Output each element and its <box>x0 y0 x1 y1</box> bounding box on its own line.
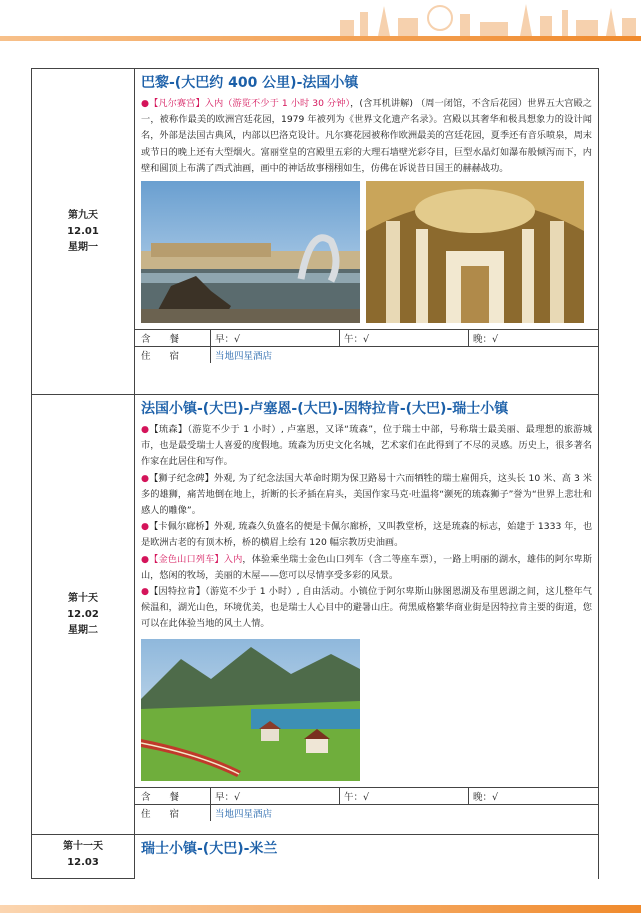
attraction-paragraph <box>141 471 592 520</box>
day-row <box>32 395 599 835</box>
attraction-text: （游览不少于 1 小时）, 卢塞恩，又译“琉森”，位于瑞士中部，号称瑞士最美丽、最理想的旅游城市，也是最受瑞士人喜爱的度假地。琉森为历史文化名城，艺术家们在此得到了不尽的灵感。历史上，很多著名作家在此居住和写作。 <box>141 424 592 468</box>
attraction-paragraph <box>141 584 592 633</box>
header-stripe <box>0 36 641 41</box>
attraction-name: 【琉森】 <box>149 424 188 435</box>
versailles-garden-photo <box>141 181 360 323</box>
day-label: 第九天 <box>68 209 98 221</box>
attraction-name: 【因特拉肯】 <box>149 586 206 598</box>
city-skyline-graphic <box>330 0 641 36</box>
route-title: 巴黎-(大巴约 400 公里)-法国小镇 <box>141 75 359 91</box>
lunch-cell: 午：√ <box>340 330 469 346</box>
attraction-name: 【金色山口列车】入内 <box>149 553 243 565</box>
attraction-text: 外观, 为了纪念法国大革命时期为保卫路易十六而牺牲的瑞士雇佣兵，这头长 10 米、高 3 米多的雄狮，痛苦地倒在地上，折断的长矛插在肩头，美国作家马克·吐温将“濒死的琉森狮子”誉为“世界上悲壮和感人的雕像”。 <box>141 472 592 517</box>
bullet-icon: ● <box>141 553 150 565</box>
day-row <box>32 835 599 879</box>
hotel-value: 当地四星酒店 <box>215 808 273 820</box>
lunch-cell: 午：√ <box>340 788 469 804</box>
hotel-label: 住 宿 <box>135 347 211 363</box>
day-content <box>135 395 599 835</box>
attraction-paragraph <box>141 422 592 471</box>
footer-stripe <box>0 905 641 913</box>
bullet-icon: ● <box>141 521 150 533</box>
meals-row <box>135 787 598 804</box>
day-cell <box>32 835 135 879</box>
day-content <box>135 835 599 879</box>
day-date: 12.02 <box>67 608 99 620</box>
attraction-name: 【凡尔赛宫】入内（游览不少于 1 小时 30 分钟） <box>149 98 351 109</box>
day-label: 第十天 <box>68 592 98 604</box>
bullet-icon: ● <box>141 586 150 598</box>
route-title: 瑞士小镇-(大巴)-米兰 <box>141 841 278 857</box>
dinner-cell: 晚：√ <box>473 791 499 803</box>
attraction-text: ，体验乘坐瑞士金色山口列车（含二等座车票），一路上明丽的湖水，雄伟的阿尔卑斯山，悠闲的牧场，美丽的木屋——您可以尽情享受多彩的风景。 <box>141 553 592 581</box>
header-banner <box>0 0 641 50</box>
hotel-row <box>135 804 598 821</box>
attraction-paragraph <box>141 96 592 177</box>
photo-strip <box>141 181 592 323</box>
attraction-name: 【狮子纪念碑】 <box>149 472 214 484</box>
day-date: 12.03 <box>67 857 99 868</box>
attraction-text: 外观, 琉森久负盛名的便是卡佩尔廊桥，又叫教堂桥，这是琉森的标志，始建于 1333 年，也是欧洲古老的有顶木桥，桥的横眉上绘有 120 幅宗教历史油画。 <box>141 521 593 549</box>
day-cell <box>32 69 135 395</box>
bullet-icon: ● <box>141 424 150 435</box>
versailles-chapel-photo <box>366 181 584 323</box>
itinerary-table <box>31 68 599 879</box>
hotel-value: 当地四星酒店 <box>215 351 273 363</box>
golden-pass-train-photo <box>141 639 360 781</box>
day-date: 12.01 <box>67 225 99 237</box>
bullet-icon: ● <box>141 98 150 109</box>
day-cell <box>32 395 135 835</box>
day-weekday: 星期二 <box>68 624 98 636</box>
hotel-label: 住 宿 <box>135 805 211 821</box>
attraction-text: ，(含耳机讲解) （周一闭馆，不含后花园）世界五大宫殿之一，被称作最美的欧洲宫廷花园，1979 年被列为《世界文化遗产名录》。宫殿以其奢华和极具想象力的设计闻名，外部是法国古典风，内部以巴洛克设计。凡尔赛花园被称作欧洲最美的宫廷花园，夏季还有音乐喷泉，周末或节日的晚上还有大型烟火。富丽堂皇的宫殿里五彩的大理石墙壁光彩夺目，巨型水晶灯如瀑布般倾泻而下，内壁和圆顶上布满了西式油画，画中的神话故事栩栩如生，仿佛在诉说昔日国王的赫赫战功。 <box>141 98 592 174</box>
day-row <box>32 69 599 395</box>
breakfast-cell: 早：√ <box>211 330 340 346</box>
meals-label: 含 餐 <box>135 788 211 804</box>
day-content <box>135 69 599 395</box>
day-label: 第十一天 <box>63 841 103 852</box>
hotel-row <box>135 346 598 363</box>
attraction-text: （游览不少于 1 小时）, 自由活动。小镇位于阿尔卑斯山脉图恩湖及布里恩湖之间，这儿整年气候温和，湖光山色，环境优美，也是瑞士人心目中的避暑山庄。荷黑威格繁华商业街是因特拉肯主要的街道，您可以在此体验当地的风土人情。 <box>141 586 592 630</box>
bullet-icon: ● <box>141 472 150 484</box>
attraction-paragraph <box>141 552 592 584</box>
route-title: 法国小镇-(大巴)-卢塞恩-(大巴)-因特拉肯-(大巴)-瑞士小镇 <box>141 401 509 417</box>
meals-label: 含 餐 <box>135 330 211 346</box>
attraction-name: 【卡佩尔廊桥】 <box>149 521 214 533</box>
breakfast-cell: 早：√ <box>211 788 340 804</box>
attraction-paragraph <box>141 519 592 551</box>
dinner-cell: 晚：√ <box>473 334 499 346</box>
photo-strip <box>141 639 592 781</box>
meals-row <box>135 329 598 346</box>
day-weekday: 星期一 <box>68 241 98 253</box>
